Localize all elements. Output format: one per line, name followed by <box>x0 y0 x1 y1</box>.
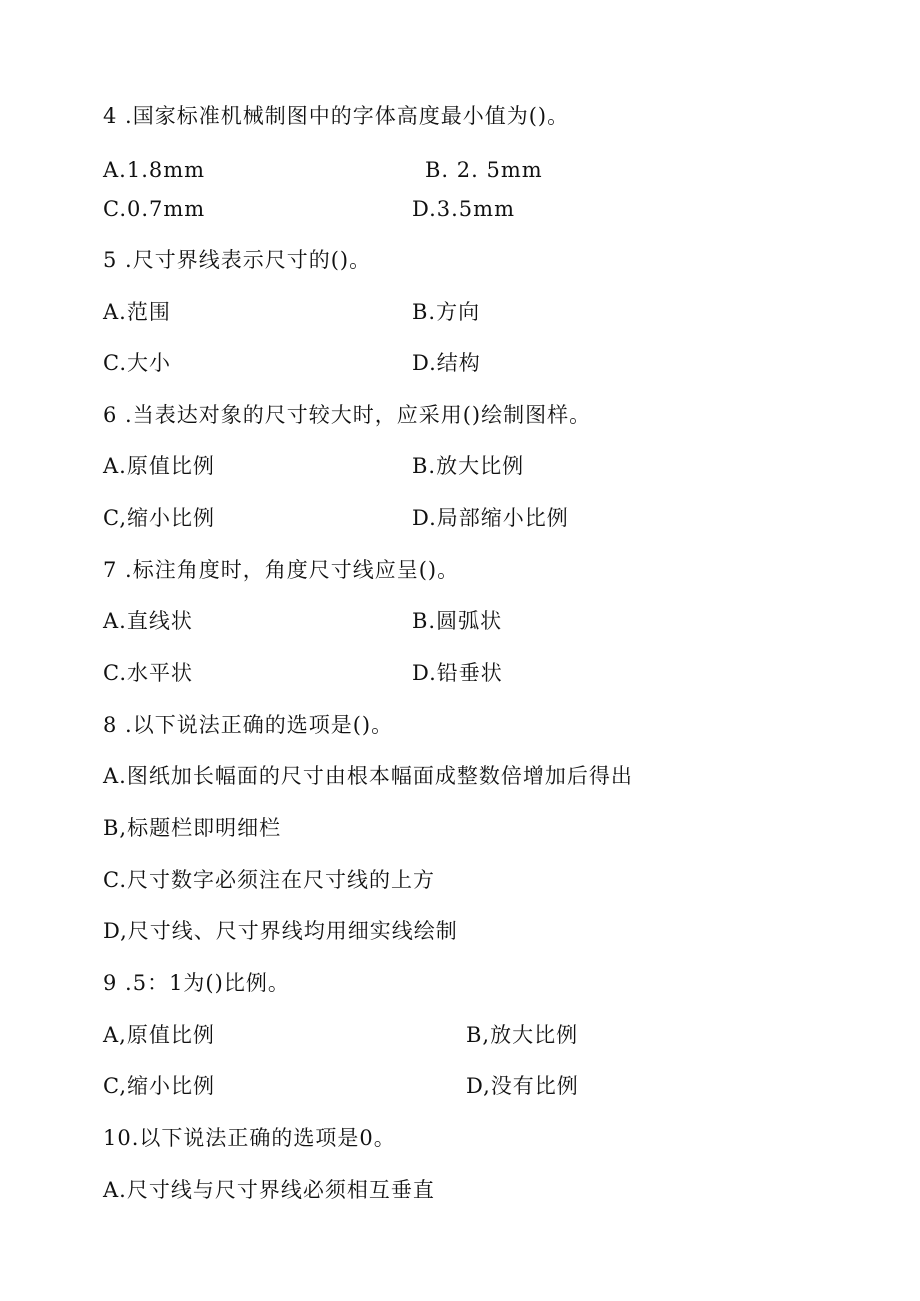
question-7-option-b: B.圆弧状 <box>412 609 503 633</box>
question-9-option-c: C,缩小比例 <box>103 1074 215 1098</box>
question-8-option-d: D,尺寸线、尺寸界线均用细实线绘制 <box>103 919 458 943</box>
question-6-option-c: C,缩小比例 <box>103 506 215 530</box>
question-4-option-c: C.0.7mm <box>103 197 206 221</box>
question-7-option-c: C.水平状 <box>103 661 193 685</box>
question-5-option-d: D.结构 <box>412 351 481 375</box>
question-4-stem: 4 .国家标准机械制图中的字体高度最小值为()。 <box>103 104 570 128</box>
question-6-option-d: D.局部缩小比例 <box>412 506 569 530</box>
question-7-option-d: D.铅垂状 <box>412 661 503 685</box>
question-6-stem: 6 .当表达对象的尺寸较大时，应采用()绘制图样。 <box>103 403 592 427</box>
question-7-option-a: A.直线状 <box>103 609 193 633</box>
question-7-stem: 7 .标注角度时，角度尺寸线应呈()。 <box>103 558 460 582</box>
question-5-option-b: B.方向 <box>412 300 481 324</box>
question-5-stem: 5 .尺寸界线表示尺寸的()。 <box>103 248 372 272</box>
question-4-option-a: A.1.8mm <box>103 158 206 182</box>
question-10-stem: 10.以下说法正确的选项是0。 <box>103 1126 396 1150</box>
question-8-option-b: B,标题栏即明细栏 <box>103 816 282 840</box>
question-9-option-d: D,没有比例 <box>466 1074 579 1098</box>
question-9-option-a: A,原值比例 <box>103 1023 215 1047</box>
question-6-option-b: B.放大比例 <box>412 454 525 478</box>
question-8-option-c: C.尺寸数字必须注在尺寸线的上方 <box>103 868 435 892</box>
question-10-option-a: A.尺寸线与尺寸界线必须相互垂直 <box>103 1178 435 1202</box>
question-9-stem: 9 .5：1为()比例。 <box>103 971 290 995</box>
question-4-option-d: D.3.5mm <box>412 197 515 221</box>
question-8-option-a: A.图纸加长幅面的尺寸由根本幅面成整数倍增加后得出 <box>103 764 633 788</box>
question-4-option-b: B. 2. 5mm <box>425 158 543 182</box>
question-5-option-a: A.范围 <box>103 300 171 324</box>
question-9-option-b: B,放大比例 <box>466 1023 579 1047</box>
question-5-option-c: C.大小 <box>103 351 171 375</box>
question-8-stem: 8 .以下说法正确的选项是()。 <box>103 713 394 737</box>
question-6-option-a: A.原值比例 <box>103 454 215 478</box>
